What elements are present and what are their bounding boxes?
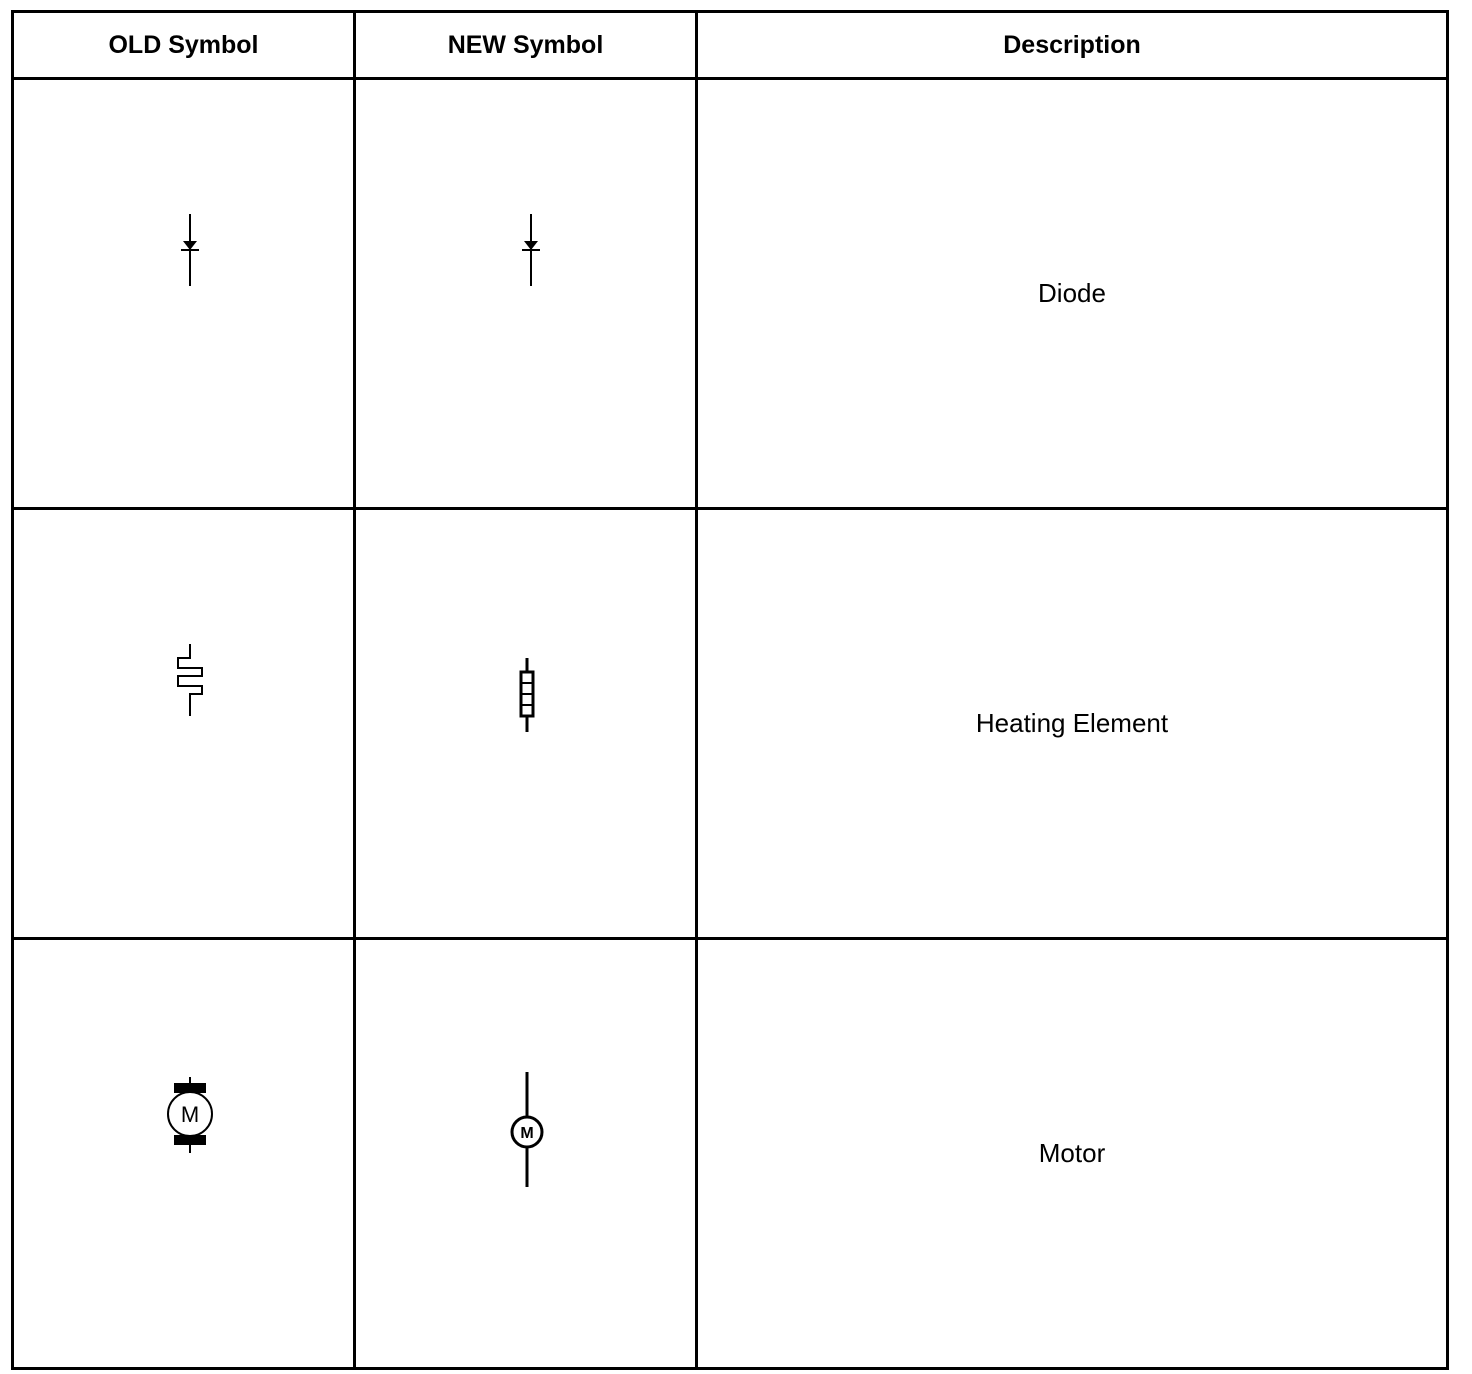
new-symbol-cell (355, 509, 697, 939)
new-symbol-cell (355, 79, 697, 509)
description-text: Diode (1038, 278, 1106, 308)
header-row (13, 12, 1448, 79)
old-symbol-cell (13, 939, 355, 1369)
header-new-symbol: NEW Symbol (355, 12, 697, 79)
description-cell (697, 939, 1448, 1369)
header-old-symbol: OLD Symbol (13, 12, 355, 79)
heating-element-new-icon (507, 654, 547, 744)
description-cell (697, 509, 1448, 939)
motor-new-letter: M (520, 1125, 534, 1142)
motor-old-letter: M (180, 1102, 200, 1127)
old-symbol-cell (13, 509, 355, 939)
motor-new-icon (507, 1070, 547, 1190)
header-description: Description (697, 12, 1448, 79)
symbol-table (11, 10, 1449, 1370)
table-row (13, 939, 1448, 1369)
old-symbol-cell (13, 79, 355, 509)
diode-new-icon (511, 210, 551, 290)
table-row (13, 509, 1448, 939)
description-text: Heating Element (975, 708, 1169, 738)
table-row (13, 79, 1448, 509)
description-cell (697, 79, 1448, 509)
diode-old-icon (170, 210, 210, 290)
description-text: Motor (1038, 1138, 1106, 1168)
motor-old-icon (160, 1075, 220, 1155)
heating-element-old-icon (170, 640, 210, 720)
new-symbol-cell (355, 939, 697, 1369)
